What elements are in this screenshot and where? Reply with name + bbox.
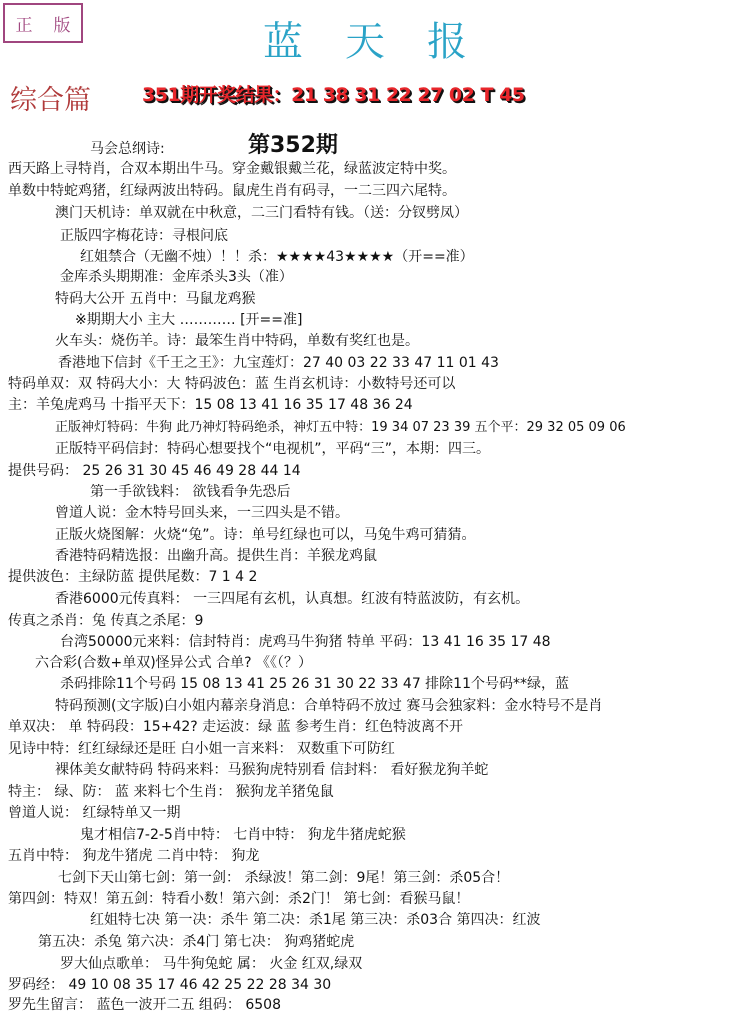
text-line: 马会总纲诗: (90, 141, 165, 157)
section-label: 综合篇 (10, 85, 91, 116)
text-line: 正版四字梅花诗：寻根问底 (60, 228, 228, 244)
text-line: 特码大公开 五肖中：马鼠龙鸡猴 (55, 291, 256, 307)
text-line: 正版火烧图解：火烧“兔”。诗：单号红绿也可以，马兔牛鸡可猜猜。 (55, 527, 476, 543)
text-line: 红姐特七决 第一决：杀牛 第二决：杀1尾 第三决：杀03合 第四决：红波 (90, 912, 541, 928)
text-line: 曾道人说： 红绿特单又一期 (8, 805, 181, 821)
text-line: 五肖中特： 狗龙牛猪虎 二肖中特： 狗龙 (8, 848, 260, 864)
text-line: 提供号码： 25 26 31 30 45 46 49 28 44 14 (8, 463, 301, 479)
text-line: 金库杀头期期准：金库杀头3头（准） (60, 269, 293, 285)
text-line: 香港6000元传真料： 一三四尾有玄机，认真想。红波有特蓝波防，有玄机。 (55, 591, 530, 607)
text-line: 正版神灯特码：牛狗 此乃神灯特码绝杀，神灯五中特：19 34 07 23 39 五个平：29 32 05 09 06 (55, 420, 626, 435)
text-line: 七剑下天山第七剑：第一剑： 杀绿波！第二剑：9尾！第三剑：杀05合！ (58, 870, 510, 886)
text-line: 罗码经： 49 10 08 35 17 46 42 25 22 28 34 30 (8, 977, 332, 993)
text-line: 主：羊兔虎鸡马 十指平天下：15 08 13 41 16 35 17 48 36 24 (8, 397, 413, 413)
text-line: 香港特码精选报：出幽升高。提供生肖：羊猴龙鸡鼠 (55, 548, 377, 564)
text-line: 传真之杀肖：兔 传真之杀尾：9 (8, 613, 204, 629)
text-line: 第一手欲钱料： 欲钱看争先恐后 (90, 484, 291, 500)
text-line: 第四剑：特双！第五剑：特看小数！第六剑：杀2门！ 第七剑：看猴马鼠！ (8, 891, 470, 907)
text-line: 台湾50000元来料：信封特肖：虎鸡马牛狗猪 特单 平码：13 41 16 35 17 48 (60, 634, 551, 650)
text-line: 单双决： 单 特码段：15+42? 走运波：绿 蓝 参考生肖：红色特波离不开 (8, 719, 464, 735)
text-line: 西天路上寻特肖，合双本期出牛马。穿金戴银戴兰花，绿蓝波定特中奖。 (8, 161, 456, 177)
stamp-char-2: 版 (53, 15, 71, 36)
text-line: 特主： 绿、防： 蓝 来料七个生肖： 猴狗龙羊猪兔鼠 (8, 784, 334, 800)
text-line: 第五决：杀兔 第六决：杀4门 第七决： 狗鸡猪蛇虎 (38, 934, 355, 950)
stamp-char-1: 正 (15, 15, 33, 36)
text-line: 澳门天机诗：单双就在中秋意，二三门看特有钱。（送：分钗劈凤） (55, 205, 468, 221)
text-line: 裸体美女献特码 特码来料：马猴狗虎特别看 信封料： 看好猴龙狗羊蛇 (55, 762, 489, 778)
text-line: 罗大仙点歌单： 马牛狗兔蛇 属： 火金 红双,绿双 (60, 956, 363, 972)
text-line: 火车头：烧伤羊。诗：最笨生肖中特码，单数有奖红也是。 (55, 333, 419, 349)
text-line: 杀码排除11个号码 15 08 13 41 25 26 31 30 22 33 47 排除11个号码**绿，蓝 (60, 676, 569, 692)
newspaper-title: 蓝天报 (263, 19, 509, 65)
text-line: 红姐禁合（无幽不烛）！！杀：★★★★43★★★★（开==准） (80, 249, 474, 265)
text-line: 提供波色：主绿防蓝 提供尾数：7 1 4 2 (8, 569, 258, 585)
text-line: 鬼才相信7-2-5肖中特： 七肖中特： 狗龙牛猪虎蛇猴 (80, 827, 406, 843)
text-line: 特码预测(文字版)白小姐内幕亲身消息：合单特码不放过 赛马会独家料：金水特号不是肖 (55, 698, 603, 714)
text-line: 香港地下信封《千王之王》：九宝莲灯：27 40 03 22 33 47 11 01 43 (58, 355, 499, 371)
draw-result: 351期开奖结果：21 38 31 22 27 02 T 45 (142, 84, 525, 106)
text-line: 单数中特蛇鸡猪，红绿两波出特码。鼠虎生肖有码寻，一二三四六尾特。 (8, 183, 456, 199)
text-line: 特码单双：双 特码大小：大 特码波色：蓝 生肖玄机诗：小数特号还可以 (8, 376, 456, 392)
text-line: 六合彩(合数+单双)怪异公式 合单? 《《（？） (35, 655, 312, 671)
text-line: 曾道人说：金木特号回头来，一三四头是不错。 (55, 505, 349, 521)
text-line: 见诗中特：红红绿绿还是旺 白小姐一言来料： 双数重下可防红 (8, 741, 395, 757)
issue-number: 第352期 (248, 133, 338, 158)
text-line: ※期期大小 主大 ………… [开==准] (75, 312, 303, 328)
text-line: 正版特平码信封：特码心想要找个“电视机”，平码“三”，本期：四三。 (55, 441, 491, 457)
text-line: 罗先生留言： 蓝色一波开二五 组码： 6508 (8, 997, 281, 1013)
